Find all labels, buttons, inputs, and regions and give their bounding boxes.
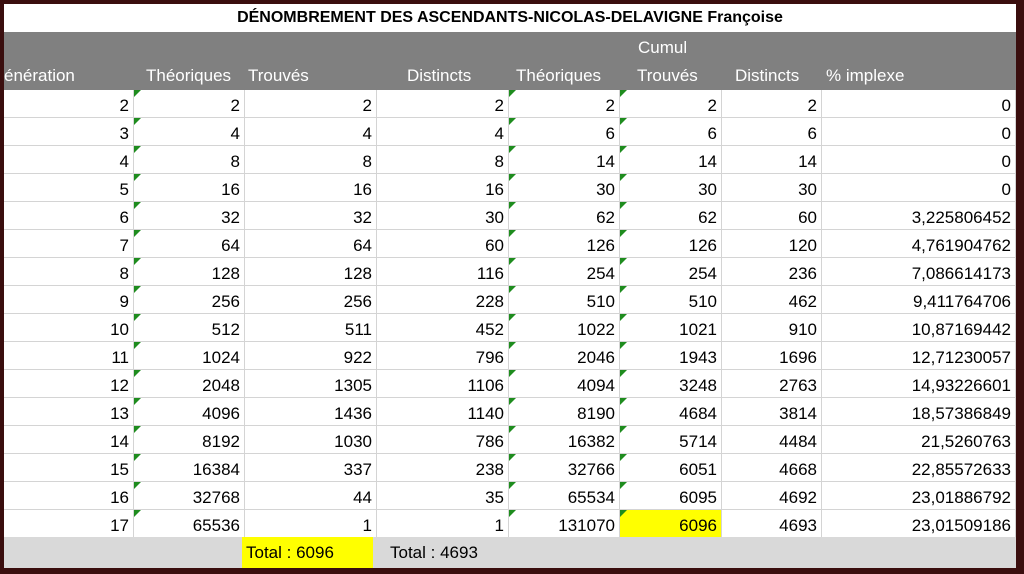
table-row (4, 202, 1016, 230)
theoriques-cell[interactable]: 8 (134, 146, 245, 174)
cumul-trouves-cell[interactable]: 6096 (620, 510, 722, 538)
header-cumul-distincts[interactable]: Distincts (735, 66, 800, 85)
implexe-cell[interactable]: 4,761904762 (822, 230, 1016, 258)
implexe-cell[interactable]: 18,57386849 (822, 398, 1016, 426)
comment-marker-icon (509, 146, 516, 153)
distincts-cell[interactable]: 116 (377, 258, 509, 286)
cumul-distincts-cell[interactable]: 2763 (722, 370, 822, 398)
cumul-distincts-cell[interactable]: 462 (722, 286, 822, 314)
implexe-cell[interactable]: 0 (822, 174, 1016, 202)
comment-marker-icon (509, 342, 516, 349)
comment-marker-icon (509, 370, 516, 377)
comment-marker-icon (134, 146, 141, 153)
generation-cell[interactable]: 4 (4, 146, 134, 174)
generation-cell[interactable]: 16 (4, 482, 134, 510)
comment-marker-icon (620, 202, 627, 209)
comment-marker-icon (134, 118, 141, 125)
distincts-cell[interactable]: 30 (377, 202, 509, 230)
header-trouves[interactable]: Trouvés (248, 66, 309, 85)
distincts-cell[interactable]: 786 (377, 426, 509, 454)
trouves-cell[interactable]: 2 (245, 90, 377, 118)
sheet-title: DÉNOMBREMENT DES ASCENDANTS-NICOLAS-DELAVIGNE Françoise (237, 9, 783, 26)
implexe-cell[interactable]: 0 (822, 118, 1016, 146)
comment-marker-icon (134, 342, 141, 349)
trouves-cell[interactable]: 64 (245, 230, 377, 258)
comment-marker-icon (509, 398, 516, 405)
cumul-distincts-cell[interactable]: 4668 (722, 454, 822, 482)
generation-cell[interactable]: 8 (4, 258, 134, 286)
cumul-theoriques-cell[interactable]: 30 (509, 174, 620, 202)
cumul-trouves-cell[interactable]: 510 (620, 286, 722, 314)
cumul-distincts-cell[interactable]: 2 (722, 90, 822, 118)
theoriques-cell[interactable]: 32 (134, 202, 245, 230)
trouves-cell[interactable]: 32 (245, 202, 377, 230)
comment-marker-icon (134, 454, 141, 461)
generation-cell[interactable]: 7 (4, 230, 134, 258)
table-row (4, 342, 1016, 370)
cumul-distincts-cell[interactable]: 236 (722, 258, 822, 286)
cumul-theoriques-cell[interactable]: 14 (509, 146, 620, 174)
comment-marker-icon (620, 314, 627, 321)
trouves-cell[interactable]: 16 (245, 174, 377, 202)
comment-marker-icon (620, 454, 627, 461)
implexe-cell[interactable]: 22,85572633 (822, 454, 1016, 482)
comment-marker-icon (620, 90, 627, 97)
header-generation[interactable]: énération (4, 66, 75, 85)
table-row (4, 230, 1016, 258)
implexe-cell[interactable]: 14,93226601 (822, 370, 1016, 398)
trouves-cell[interactable]: 4 (245, 118, 377, 146)
theoriques-cell[interactable]: 16 (134, 174, 245, 202)
cumul-distincts-cell[interactable]: 4484 (722, 426, 822, 454)
cumul-distincts-cell[interactable]: 4692 (722, 482, 822, 510)
theoriques-cell[interactable]: 8192 (134, 426, 245, 454)
table-row (4, 118, 1016, 146)
table-row (4, 258, 1016, 286)
distincts-cell[interactable]: 60 (377, 230, 509, 258)
comment-marker-icon (620, 426, 627, 433)
implexe-cell[interactable]: 12,71230057 (822, 342, 1016, 370)
theoriques-cell[interactable]: 16384 (134, 454, 245, 482)
implexe-cell[interactable]: 23,01509186 (822, 510, 1016, 538)
implexe-cell[interactable]: 0 (822, 90, 1016, 118)
cumul-trouves-cell[interactable]: 254 (620, 258, 722, 286)
comment-marker-icon (509, 174, 516, 181)
trouves-cell[interactable]: 922 (245, 342, 377, 370)
comment-marker-icon (509, 286, 516, 293)
comment-marker-icon (620, 258, 627, 265)
comment-marker-icon (134, 174, 141, 181)
trouves-cell[interactable]: 511 (245, 314, 377, 342)
implexe-cell[interactable]: 0 (822, 146, 1016, 174)
trouves-cell[interactable]: 337 (245, 454, 377, 482)
theoriques-cell[interactable]: 4096 (134, 398, 245, 426)
trouves-cell[interactable]: 1 (245, 510, 377, 538)
generation-cell[interactable]: 11 (4, 342, 134, 370)
distincts-cell[interactable]: 452 (377, 314, 509, 342)
cumul-trouves-cell[interactable]: 14 (620, 146, 722, 174)
cumul-trouves-cell[interactable]: 1943 (620, 342, 722, 370)
table-row (4, 482, 1016, 510)
comment-marker-icon (620, 370, 627, 377)
distincts-cell[interactable]: 238 (377, 454, 509, 482)
distincts-cell[interactable]: 1106 (377, 370, 509, 398)
spreadsheet-window (4, 4, 1016, 568)
comment-marker-icon (134, 510, 141, 517)
cumul-theoriques-cell[interactable]: 4094 (509, 370, 620, 398)
distincts-cell[interactable]: 4 (377, 118, 509, 146)
comment-marker-icon (620, 482, 627, 489)
totals-row (4, 537, 1016, 568)
distincts-cell[interactable]: 796 (377, 342, 509, 370)
cumul-theoriques-cell[interactable]: 65534 (509, 482, 620, 510)
distincts-cell[interactable]: 1 (377, 510, 509, 538)
cumul-distincts-cell[interactable]: 910 (722, 314, 822, 342)
comment-marker-icon (509, 202, 516, 209)
cumul-trouves-cell[interactable]: 4684 (620, 398, 722, 426)
comment-marker-icon (134, 314, 141, 321)
comment-marker-icon (509, 454, 516, 461)
implexe-cell[interactable]: 21,5260763 (822, 426, 1016, 454)
comment-marker-icon (134, 90, 141, 97)
table-row (4, 146, 1016, 174)
comment-marker-icon (134, 482, 141, 489)
cumul-theoriques-cell[interactable]: 62 (509, 202, 620, 230)
cumul-trouves-cell[interactable]: 6051 (620, 454, 722, 482)
table-row (4, 398, 1016, 426)
distincts-cell[interactable]: 1140 (377, 398, 509, 426)
generation-cell[interactable]: 14 (4, 426, 134, 454)
implexe-cell[interactable]: 9,411764706 (822, 286, 1016, 314)
generation-cell[interactable]: 17 (4, 510, 134, 538)
generation-cell[interactable]: 12 (4, 370, 134, 398)
cumul-distincts-cell[interactable]: 30 (722, 174, 822, 202)
cumul-trouves-cell[interactable]: 62 (620, 202, 722, 230)
cumul-distincts-cell[interactable]: 14 (722, 146, 822, 174)
cumul-trouves-cell[interactable]: 3248 (620, 370, 722, 398)
distincts-cell[interactable]: 2 (377, 90, 509, 118)
cumul-trouves-cell[interactable]: 5714 (620, 426, 722, 454)
cumul-trouves-cell[interactable]: 2 (620, 90, 722, 118)
comment-marker-icon (620, 230, 627, 237)
comment-marker-icon (134, 258, 141, 265)
generation-cell[interactable]: 13 (4, 398, 134, 426)
table-row (4, 90, 1016, 118)
table-row (4, 510, 1016, 538)
cumul-theoriques-cell[interactable]: 254 (509, 258, 620, 286)
table-row (4, 286, 1016, 314)
header-cumul-trouves[interactable]: Trouvés (637, 66, 698, 85)
distincts-cell[interactable]: 16 (377, 174, 509, 202)
cumul-distincts-cell[interactable]: 6 (722, 118, 822, 146)
trouves-cell[interactable]: 1436 (245, 398, 377, 426)
generation-cell[interactable]: 6 (4, 202, 134, 230)
cumul-theoriques-cell[interactable]: 1022 (509, 314, 620, 342)
header-row (4, 32, 1016, 90)
theoriques-cell[interactable]: 64 (134, 230, 245, 258)
distincts-cell[interactable]: 8 (377, 146, 509, 174)
comment-marker-icon (509, 118, 516, 125)
comment-marker-icon (620, 286, 627, 293)
cumul-distincts-cell[interactable]: 1696 (722, 342, 822, 370)
table-row (4, 314, 1016, 342)
header-theoriques[interactable]: Théoriques (146, 66, 232, 85)
cumul-distincts-cell[interactable]: 3814 (722, 398, 822, 426)
cumul-distincts-cell[interactable]: 120 (722, 230, 822, 258)
theoriques-cell[interactable]: 1024 (134, 342, 245, 370)
trouves-cell[interactable]: 128 (245, 258, 377, 286)
comment-marker-icon (134, 230, 141, 237)
comment-marker-icon (509, 510, 516, 517)
implexe-cell[interactable]: 23,01886792 (822, 482, 1016, 510)
cumul-theoriques-cell[interactable]: 126 (509, 230, 620, 258)
comment-marker-icon (620, 174, 627, 181)
cumul-distincts-cell[interactable]: 4693 (722, 510, 822, 538)
generation-cell[interactable]: 2 (4, 90, 134, 118)
distincts-cell[interactable]: 35 (377, 482, 509, 510)
trouves-cell[interactable]: 8 (245, 146, 377, 174)
theoriques-cell[interactable]: 4 (134, 118, 245, 146)
table-row (4, 174, 1016, 202)
data-table (4, 90, 1016, 538)
cumul-theoriques-cell[interactable]: 16382 (509, 426, 620, 454)
header-implexe[interactable]: % implexe (826, 66, 905, 85)
trouves-cell[interactable]: 1305 (245, 370, 377, 398)
cumul-theoriques-cell[interactable]: 6 (509, 118, 620, 146)
comment-marker-icon (509, 90, 516, 97)
distincts-cell[interactable]: 228 (377, 286, 509, 314)
cumul-trouves-cell[interactable]: 6 (620, 118, 722, 146)
implexe-cell[interactable]: 7,086614173 (822, 258, 1016, 286)
trouves-cell[interactable]: 256 (245, 286, 377, 314)
theoriques-cell[interactable]: 32768 (134, 482, 245, 510)
comment-marker-icon (509, 230, 516, 237)
theoriques-cell[interactable]: 256 (134, 286, 245, 314)
comment-marker-icon (620, 510, 627, 517)
generation-cell[interactable]: 9 (4, 286, 134, 314)
implexe-cell[interactable]: 10,87169442 (822, 314, 1016, 342)
theoriques-cell[interactable]: 512 (134, 314, 245, 342)
cumul-trouves-cell[interactable]: 1021 (620, 314, 722, 342)
cumul-theoriques-cell[interactable]: 8190 (509, 398, 620, 426)
header-distincts[interactable]: Distincts (407, 66, 472, 85)
total-distinct-cell[interactable]: Total : 4693 (390, 543, 478, 562)
cumul-theoriques-cell[interactable]: 510 (509, 286, 620, 314)
comment-marker-icon (620, 146, 627, 153)
table-row (4, 426, 1016, 454)
cumul-trouves-cell[interactable]: 6095 (620, 482, 722, 510)
theoriques-cell[interactable]: 65536 (134, 510, 245, 538)
comment-marker-icon (509, 426, 516, 433)
comment-marker-icon (509, 314, 516, 321)
theoriques-cell[interactable]: 128 (134, 258, 245, 286)
comment-marker-icon (620, 398, 627, 405)
comment-marker-icon (620, 342, 627, 349)
trouves-cell[interactable]: 44 (245, 482, 377, 510)
table-row (4, 454, 1016, 482)
comment-marker-icon (134, 286, 141, 293)
cumul-theoriques-cell[interactable]: 2046 (509, 342, 620, 370)
theoriques-cell[interactable]: 2 (134, 90, 245, 118)
implexe-cell[interactable]: 3,225806452 (822, 202, 1016, 230)
cumul-theoriques-cell[interactable]: 131070 (509, 510, 620, 538)
comment-marker-icon (620, 118, 627, 125)
total-found-cell[interactable]: Total : 6096 (242, 537, 373, 568)
header-cumul-theoriques[interactable]: Théoriques (516, 66, 602, 85)
cumul-trouves-cell[interactable]: 126 (620, 230, 722, 258)
cumul-theoriques-cell[interactable]: 32766 (509, 454, 620, 482)
comment-marker-icon (509, 258, 516, 265)
table-row (4, 370, 1016, 398)
comment-marker-icon (134, 398, 141, 405)
comment-marker-icon (134, 370, 141, 377)
trouves-cell[interactable]: 1030 (245, 426, 377, 454)
generation-cell[interactable]: 10 (4, 314, 134, 342)
cumul-trouves-cell[interactable]: 30 (620, 174, 722, 202)
comment-marker-icon (134, 426, 141, 433)
theoriques-cell[interactable]: 2048 (134, 370, 245, 398)
cumul-theoriques-cell[interactable]: 2 (509, 90, 620, 118)
comment-marker-icon (134, 202, 141, 209)
comment-marker-icon (509, 482, 516, 489)
generation-cell[interactable]: 15 (4, 454, 134, 482)
generation-cell[interactable]: 5 (4, 174, 134, 202)
cumul-distincts-cell[interactable]: 60 (722, 202, 822, 230)
header-cumul-label: Cumul (638, 38, 688, 57)
generation-cell[interactable]: 3 (4, 118, 134, 146)
